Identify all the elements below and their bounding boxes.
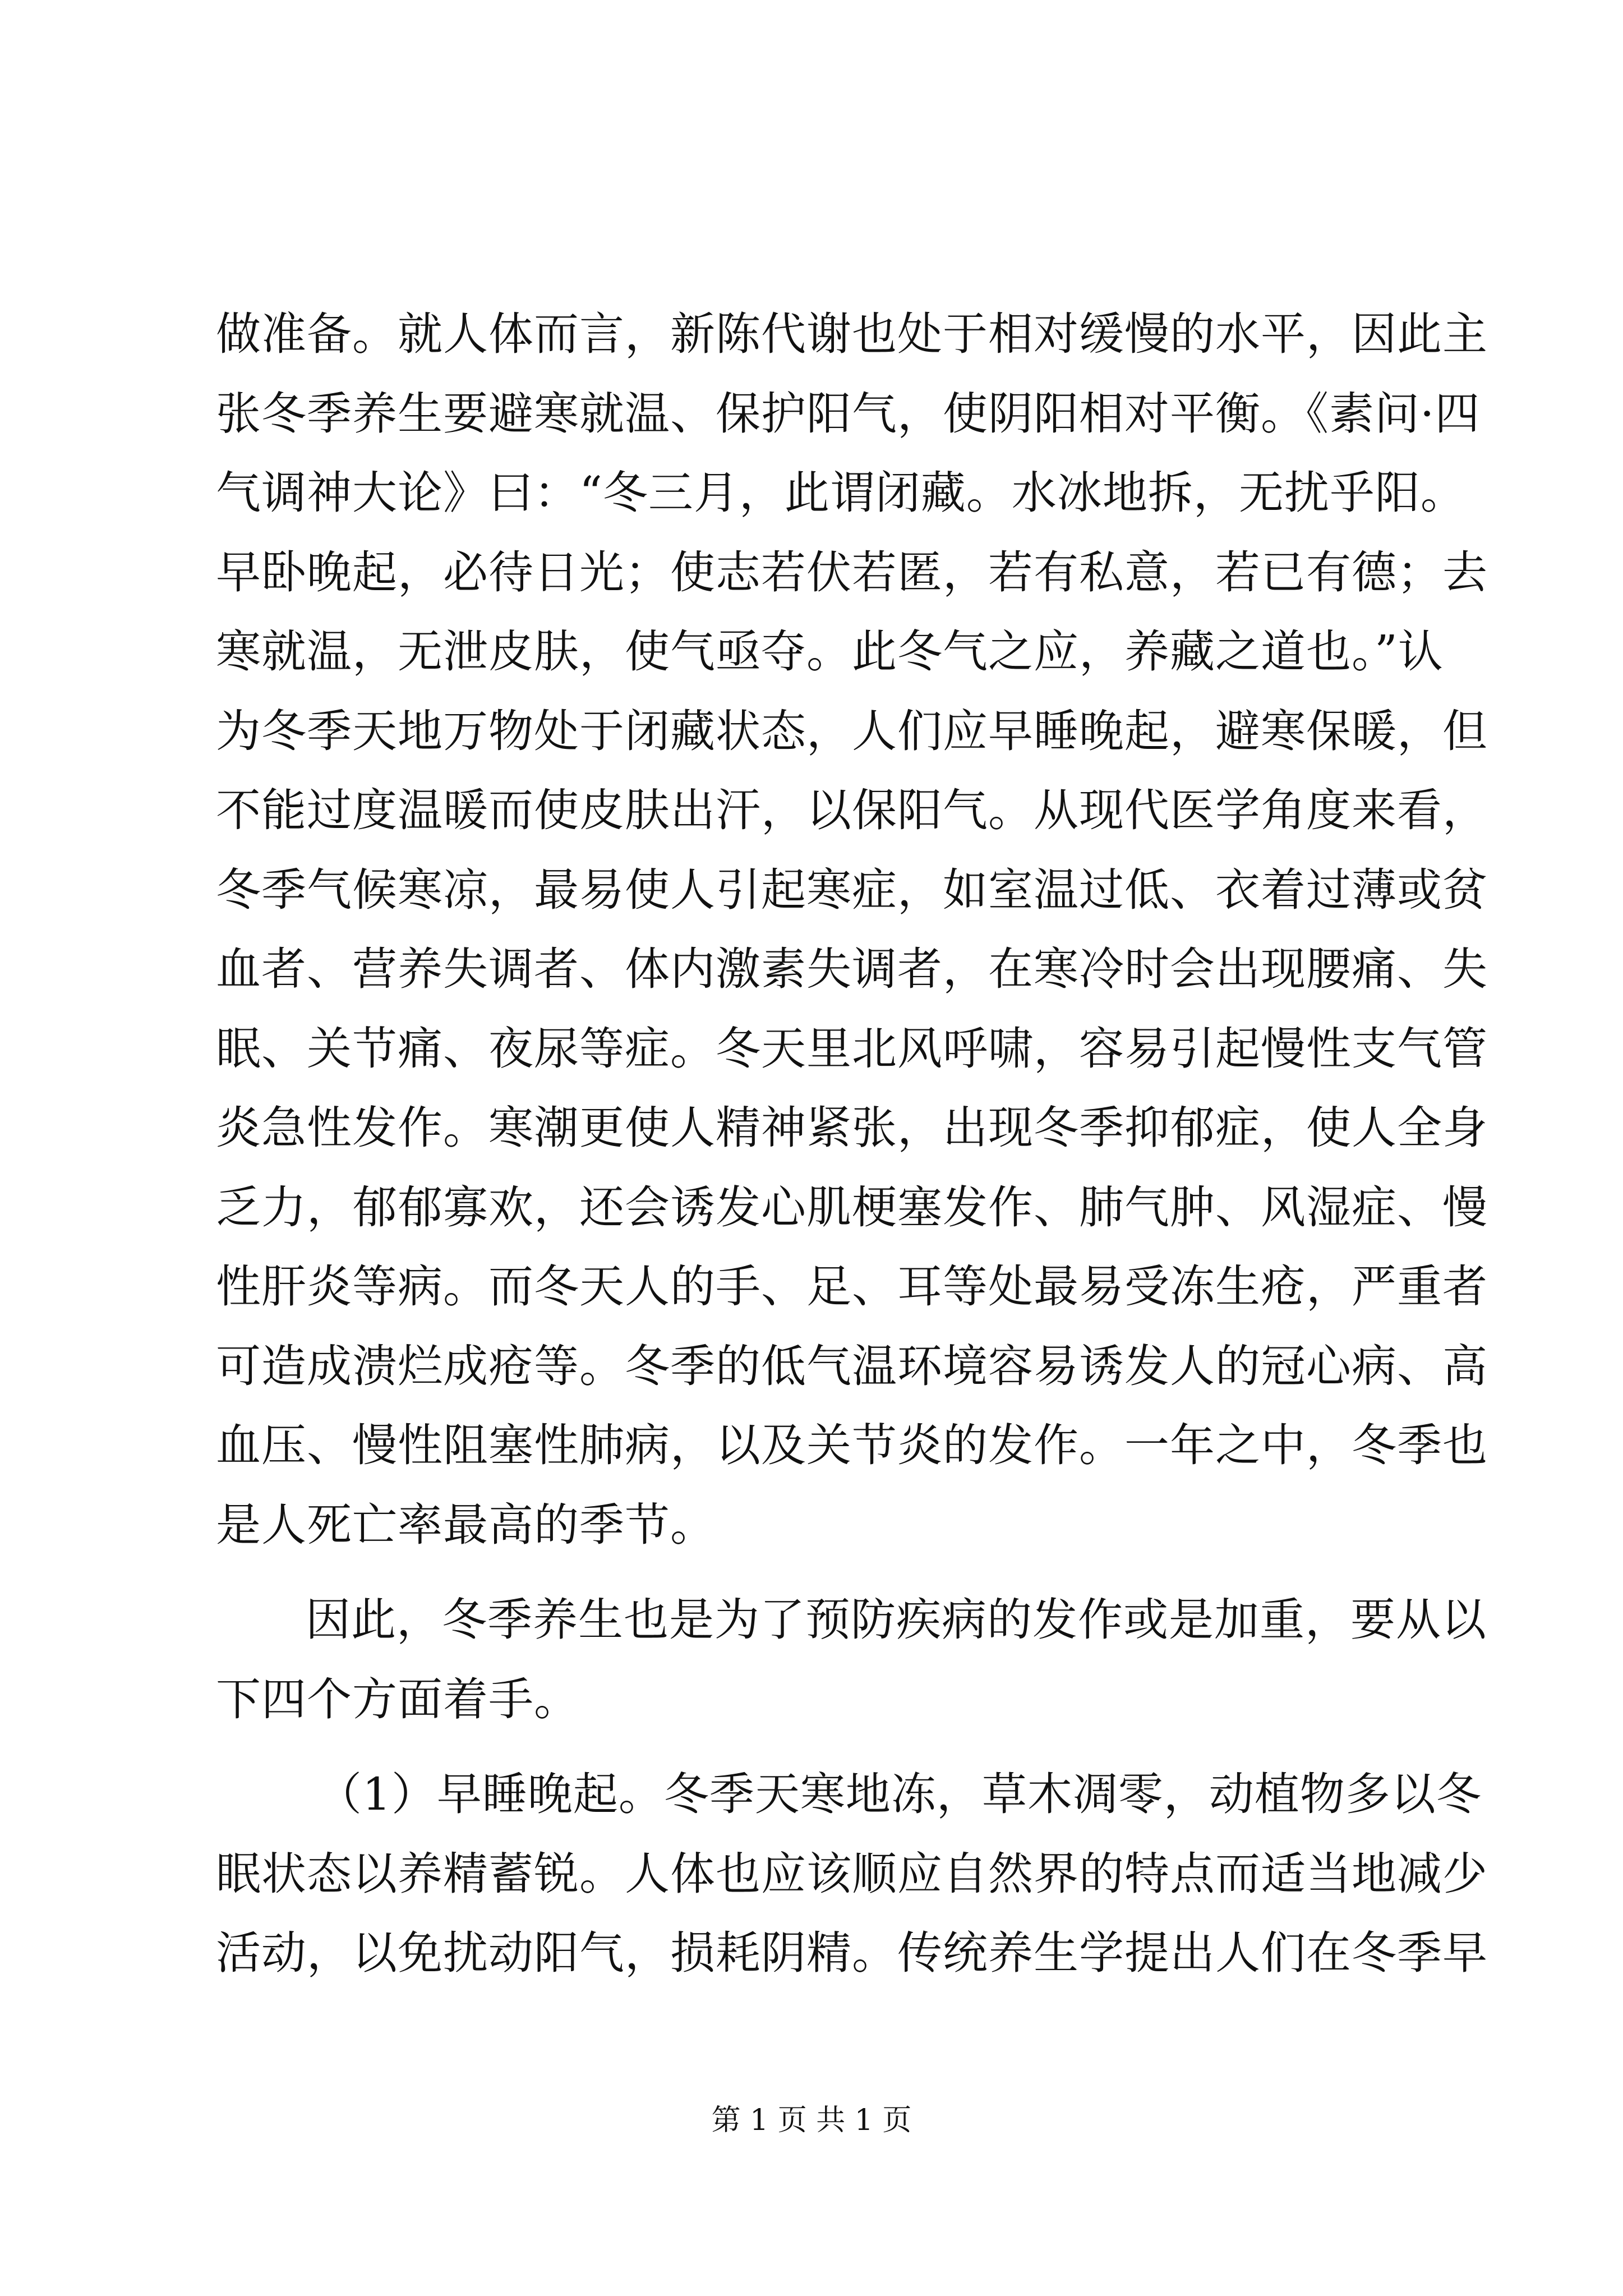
paragraph-gap (216, 1739, 1410, 1755)
text-line: （1）早睡晚起。冬季天寒地冻，草木凋零，动植物多以冬 (317, 1768, 1482, 1820)
text-line: 炎急性发作。寒潮更使人精神紧张，出现冬季抑郁症，使人全身 (216, 1102, 1488, 1154)
text-line: 做准备。就人体而言，新陈代谢也处于相对缓慢的水平，因此主 (216, 308, 1488, 360)
text-line: 寒就温，无泄皮肤，使气亟夺。此冬气之应，养藏之道也。”认 (216, 625, 1444, 678)
text-line: 因此，冬季养生也是为了预防疾病的发作或是加重，要从以 (306, 1594, 1487, 1646)
text-line: 不能过度温暖而使皮肤出汗，以保阳气。从现代医学角度来看， (216, 784, 1488, 836)
text-line: 可造成溃烂成疮等。冬季的低气温环境容易诱发人的冠心病、高 (216, 1340, 1488, 1392)
document-body (216, 295, 1488, 1993)
text-line: 血压、慢性阻塞性肺病，以及关节炎的发作。一年之中，冬季也 (216, 1419, 1488, 1471)
text-line: 早卧晚起，必待日光；使志若伏若匿，若有私意，若已有德；去 (216, 546, 1488, 599)
text-line: 性肝炎等病。而冬天人的手、足、耳等处最易受冻生疮，严重者 (216, 1260, 1488, 1313)
text-line: 眠状态以养精蓄锐。人体也应该顺应自然界的特点而适当地减少 (216, 1847, 1488, 1900)
text-line: 气调神大论》曰：“冬三月，此谓闭藏。水冰地拆，无扰乎阳。 (216, 467, 1466, 519)
page-footer: 第 1 页 共 1 页 (711, 2104, 912, 2137)
text-line: 血者、营养失调者、体内激素失调者，在寒冷时会出现腰痛、失 (216, 943, 1488, 995)
text-line: 活动，以免扰动阳气，损耗阴精。传统养生学提出人们在冬季早 (216, 1927, 1488, 1979)
paragraph-gap (216, 1565, 1410, 1580)
text-line: 乏力，郁郁寡欢，还会诱发心肌梗塞发作、肺气肿、风湿症、慢 (216, 1181, 1488, 1234)
text-line: 下四个方面着手。 (216, 1673, 579, 1726)
text-line: 冬季气候寒凉，最易使人引起寒症，如室温过低、衣着过薄或贫 (216, 863, 1488, 916)
text-line: 为冬季天地万物处于闭藏状态，人们应早睡晚起，避寒保暖，但 (216, 705, 1488, 757)
text-line: 张冬季养生要避寒就温、保护阳气，使阴阳相对平衡。《素问·四 (216, 387, 1481, 440)
text-line: 眠、关节痛、夜尿等症。冬天里北风呼啸，容易引起慢性支气管 (216, 1022, 1488, 1075)
text-line: 是人死亡率最高的季节。 (216, 1498, 716, 1551)
